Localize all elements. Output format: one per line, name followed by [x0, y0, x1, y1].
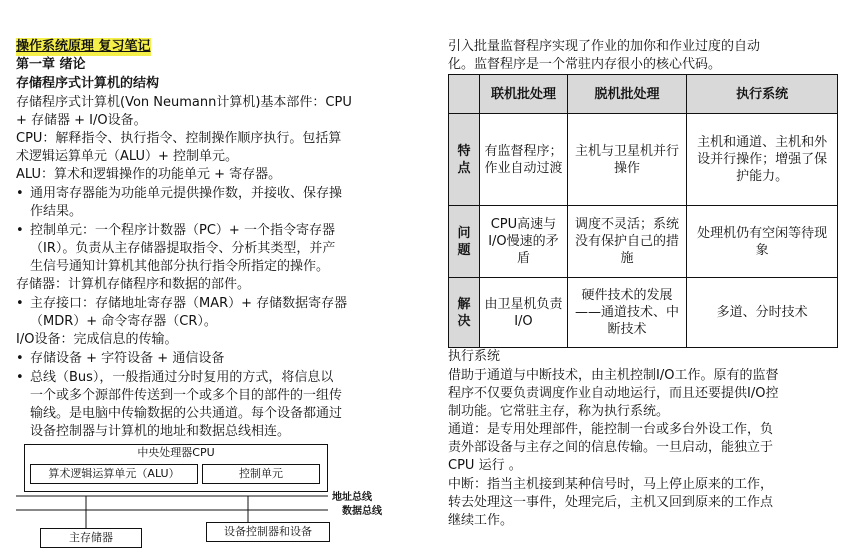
bullet-dot: •	[16, 296, 24, 311]
bullet-text: 存储设备 + 字符设备 + 通信设备	[30, 351, 225, 366]
table-row	[449, 114, 838, 206]
text-line: 中断：指当主机接到某种信号时，马上停止原来的工作，	[448, 477, 774, 492]
table-cell: 硬件技术的发展——通道技术、中断技术	[567, 278, 686, 348]
text-line: 转去处理这一事件，处理完后，主机又回到原来的工作点	[448, 495, 774, 510]
device-controller-box: 设备控制器和设备	[206, 522, 330, 542]
table-header: 联机批处理	[480, 75, 568, 114]
bullet-dot: •	[16, 351, 24, 366]
table-cell: CPU高速与I/O慢速的矛盾	[480, 206, 568, 278]
intro-line: 引入批量监督程序实现了作业的加你和作业过度的自动	[448, 39, 761, 54]
table-row	[449, 278, 838, 348]
text-line: 存储程序式计算机(Von Neumann计算机)基本部件：CPU	[16, 95, 352, 110]
row-head: 解决	[449, 278, 480, 348]
table-header: 脱机批处理	[567, 75, 686, 114]
text-line: 制功能。它常驻主存，称为执行系统。	[448, 404, 670, 419]
table-cell: 有监督程序；作业自动过渡	[480, 114, 568, 206]
table-cell: 多道、分时技术	[687, 278, 838, 348]
bullet-text: 输线。是电脑中传输数据的公共通道。每个设备都通过	[30, 406, 343, 421]
text-line: CPU 运行 。	[448, 458, 522, 473]
section-heading: 存储程序式计算机的结构	[16, 76, 160, 91]
text-line: 责外部设备与主存之间的信息传输。一旦启动，能独立于	[448, 440, 774, 455]
doc-title: 操作系统原理 复习笔记	[16, 39, 151, 54]
cpu-label: 中央处理器CPU	[137, 446, 215, 459]
control-unit-box: 控制单元	[202, 464, 320, 484]
table-cell: 处理机仍有空闲等待现象	[687, 206, 838, 278]
comparison-table	[448, 74, 838, 348]
table-cell: 由卫星机负责I/O	[480, 278, 568, 348]
table-corner	[449, 75, 480, 114]
table-header-row	[449, 75, 838, 114]
bullet-text: 总线（Bus），一般指通过分时复用的方式，将信息以	[30, 370, 334, 385]
text-line: + 存储器 + I/O设备。	[16, 113, 147, 128]
alu-box: 算术逻辑运算单元（ALU）	[30, 464, 198, 484]
intro-line: 化。监督程序是一个常驻内存很小的核心代码。	[448, 57, 722, 72]
text-line: 程序不仅要负责调度作业自动地运行，而且还要提供I/O控	[448, 386, 779, 401]
row-head: 问题	[449, 206, 480, 278]
exec-title: 执行系统	[448, 349, 501, 364]
text-line: 术逻辑运算单元（ALU）+ 控制单元。	[16, 149, 239, 164]
data-bus-label: 数据总线	[342, 506, 382, 517]
table-cell: 主机与卫星机并行操作	[567, 114, 686, 206]
text-line: CPU：解释指令、执行指令、控制操作顺序执行。包括算	[16, 131, 342, 146]
bullet-text: 主存接口：存储地址寄存器（MAR）+ 存储数据寄存器	[30, 296, 348, 311]
address-bus-label: 地址总线	[332, 492, 372, 503]
computer-structure-diagram	[16, 440, 396, 543]
table-header: 执行系统	[687, 75, 838, 114]
text-line: 继续工作。	[448, 513, 514, 528]
bullet-text: 控制单元：一个程序计数器（PC）+ 一个指令寄存器	[30, 223, 335, 238]
bullet-text: （IR）。负责从主存储器提取指令、分析其类型，并产	[30, 241, 336, 256]
bullet-text: 作结果。	[30, 204, 83, 219]
row-head: 特点	[449, 114, 480, 206]
main-memory-box: 主存储器	[40, 528, 142, 548]
table-cell: 主机和通道、主机和外设并行操作；增强了保护能力。	[687, 114, 838, 206]
table-cell: 调度不灵活；系统没有保护自己的措施	[567, 206, 686, 278]
bullet-dot: •	[16, 186, 24, 201]
bullet-dot: •	[16, 223, 24, 238]
text-line: I/O设备：完成信息的传输。	[16, 332, 178, 347]
bullet-text: 通用寄存器能为功能单元提供操作数，并接收、保存操	[30, 186, 343, 201]
bullet-text: （MDR）+ 命令寄存器（CR）。	[30, 314, 217, 329]
text-line: 借助于通道与中断技术，由主机控制I/O工作。原有的监督	[448, 368, 779, 383]
bullet-text: 设备控制器与计算机的地址和数据总线相连。	[30, 424, 291, 439]
bullet-text: 一个或多个源部件传送到一个或多个目的部件的一组传	[30, 388, 343, 403]
bullet-text: 生信号通知计算机其他部分执行指令所指定的操作。	[30, 259, 330, 274]
table-row	[449, 206, 838, 278]
bullet-dot: •	[16, 370, 24, 385]
text-line: 通道：是专用处理部件，能控制一台或多台外设工作，负	[448, 422, 774, 437]
chapter-heading: 第一章 绪论	[16, 57, 86, 72]
text-line: 存储器：计算机存储程序和数据的部件。	[16, 277, 251, 292]
text-line: ALU：算术和逻辑操作的功能单元 + 寄存器。	[16, 167, 282, 182]
